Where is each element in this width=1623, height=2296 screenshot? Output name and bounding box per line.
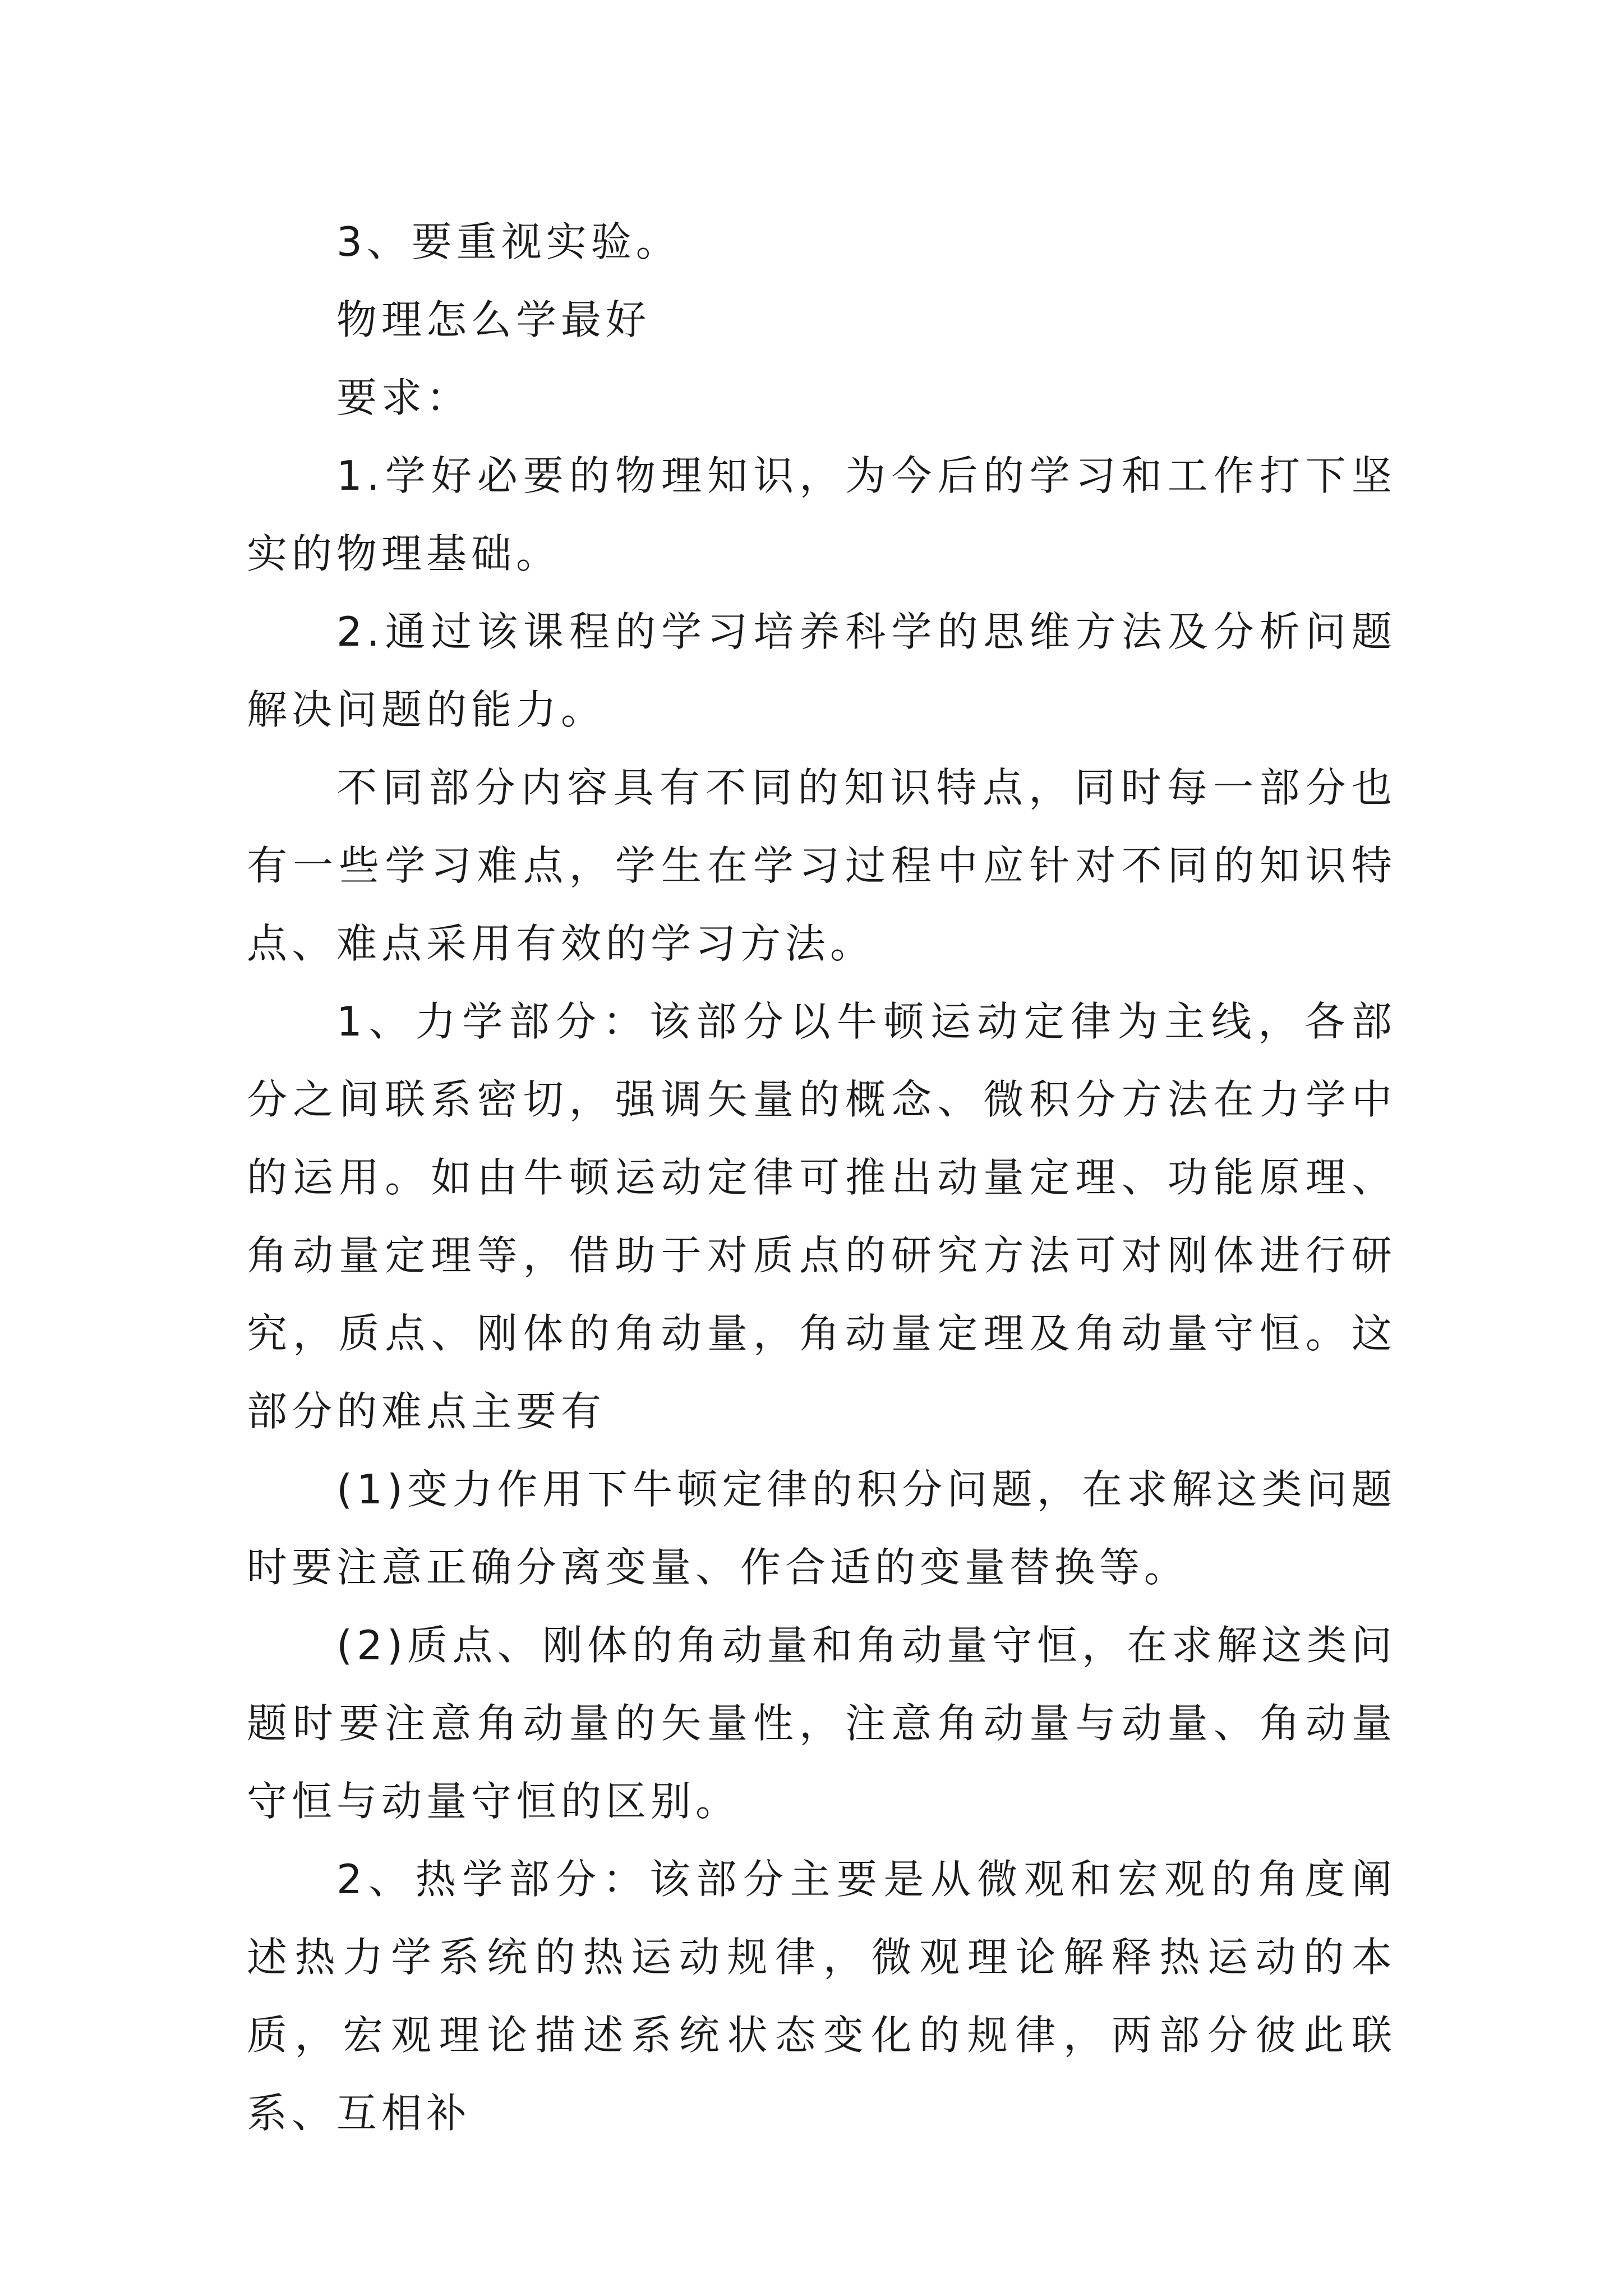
paragraph-requirement-2: 2.通过该课程的学习培养科学的思维方法及分析问题解决问题的能力。 (247, 608, 1396, 733)
paragraph-section-heading: 物理怎么学最好 (336, 296, 651, 343)
paragraph-difficulty-2: (2)质点、刚体的角动量和角动量守恒，在求解这类问题时要注意角动量的矢量性，注意角动量与动量、角动量守恒与动量守恒的区别。 (247, 1622, 1396, 1825)
paragraph-requirement-1: 1.学好必要的物理知识，为今后的学习和工作打下坚实的物理基础。 (247, 452, 1396, 577)
paragraph-knowledge-features: 不同部分内容具有不同的知识特点，同时每一部分也有一些学习难点，学生在学习过程中应针对不同的知识特点、难点采用有效的学习方法。 (247, 764, 1396, 967)
paragraph-experiment-note: 3、要重视实验。 (336, 218, 681, 265)
document-body (247, 203, 1396, 2152)
paragraph-thermodynamics: 2、热学部分：该部分主要是从微观和宏观的角度阐述热力学系统的热运动规律，微观理论解释热运动的本质，宏观理论描述系统状态变化的规律，两部分彼此联系、互相补 (247, 1856, 1396, 2137)
paragraph-requirements-label: 要求： (336, 374, 472, 421)
paragraph-mechanics: 1、力学部分：该部分以牛顿运动定律为主线，各部分之间联系密切，强调矢量的概念、微积分方法在力学中的运用。如由牛顿运动定律可推出动量定理、功能原理、角动量定理等，借助于对质点的研究方法可对刚体进行研究，质点、刚体的角动量，角动量定理及角动量守恒。这部分的难点主要有 (247, 998, 1396, 1435)
paragraph-difficulty-1: (1)变力作用下牛顿定律的积分问题，在求解这类问题时要注意正确分离变量、作合适的变量替换等。 (247, 1466, 1396, 1591)
